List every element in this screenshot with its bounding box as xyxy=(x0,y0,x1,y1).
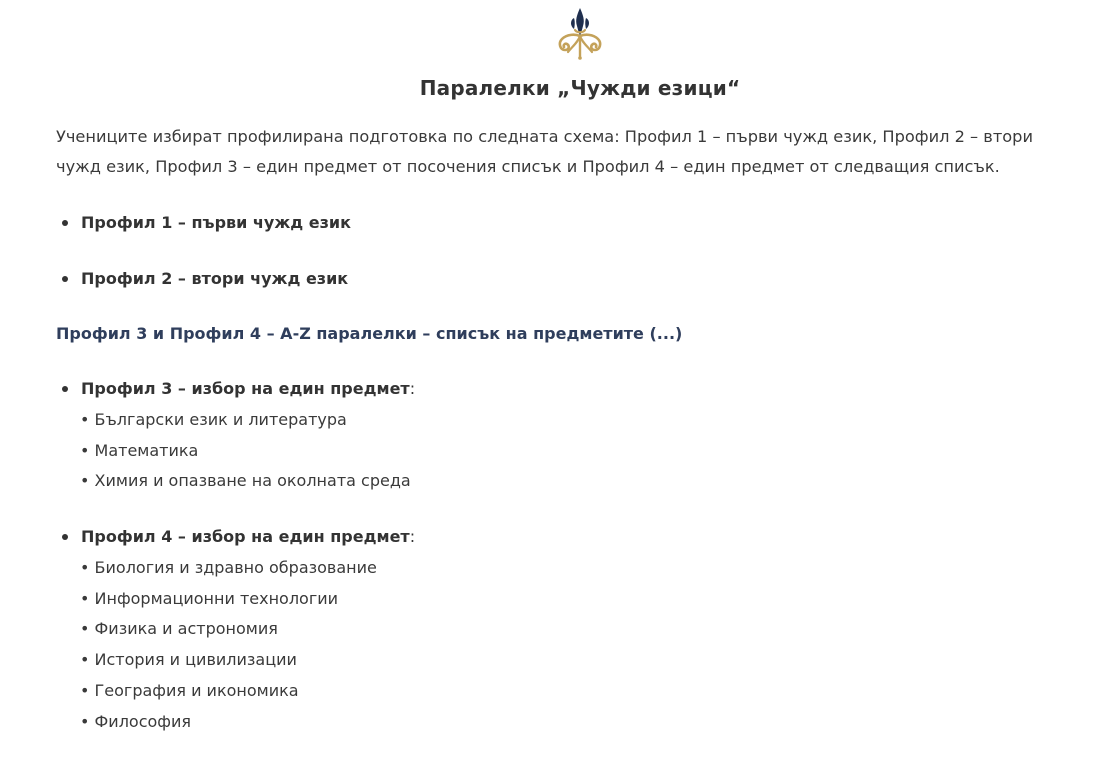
list-item: • Информационни технологии xyxy=(80,588,339,608)
list-item: • Философия xyxy=(80,711,191,731)
list-item xyxy=(0,208,351,238)
fleur-de-lis-icon xyxy=(553,6,607,60)
list-item: • География и икономика xyxy=(80,680,299,700)
profile-3-label: Профил 3 – избор на един предмет xyxy=(81,379,410,398)
list-item xyxy=(0,522,415,552)
section-subheading: Профил 3 и Профил 4 – A-Z паралелки – списък на предметите (...) xyxy=(56,324,683,343)
profile-3-subjects xyxy=(80,405,411,497)
list-item: • Български език и литература xyxy=(80,410,347,429)
list-item xyxy=(0,374,415,404)
profile-2-label: Профил 2 – втори чужд език xyxy=(81,269,349,288)
profile-3-colon: : xyxy=(409,379,416,398)
list-item: • Физика и астрономия xyxy=(80,619,278,639)
list-item: • Химия и опазване на околната среда xyxy=(80,471,411,491)
profile-3-list xyxy=(0,374,415,404)
list-item: • Биология и здравно образование xyxy=(80,558,377,577)
profile-1-list xyxy=(0,208,351,238)
profile-4-label: Профил 4 – избор на един предмет xyxy=(81,527,410,546)
profile-4-list xyxy=(0,522,415,552)
profile-4-colon: : xyxy=(409,527,416,546)
list-item: • Математика xyxy=(80,440,199,460)
list-item xyxy=(0,264,348,294)
list-item: • История и цивилизации xyxy=(80,650,297,670)
intro-paragraph: Учениците избират профилирана подготовка по следната схема: Профил 1 – първи чужд език, Профил 2 – втори чужд език, Профил 3 – един предмет от посочения списък и Профил 4 – един предмет от следващия списък. xyxy=(56,127,1033,176)
page-title: Паралелки „Чужди езици“ xyxy=(419,76,741,100)
profile-2-list xyxy=(0,264,348,294)
profile-4-subjects xyxy=(80,553,377,737)
profile-1-label: Профил 1 – първи чужд език xyxy=(81,213,351,232)
